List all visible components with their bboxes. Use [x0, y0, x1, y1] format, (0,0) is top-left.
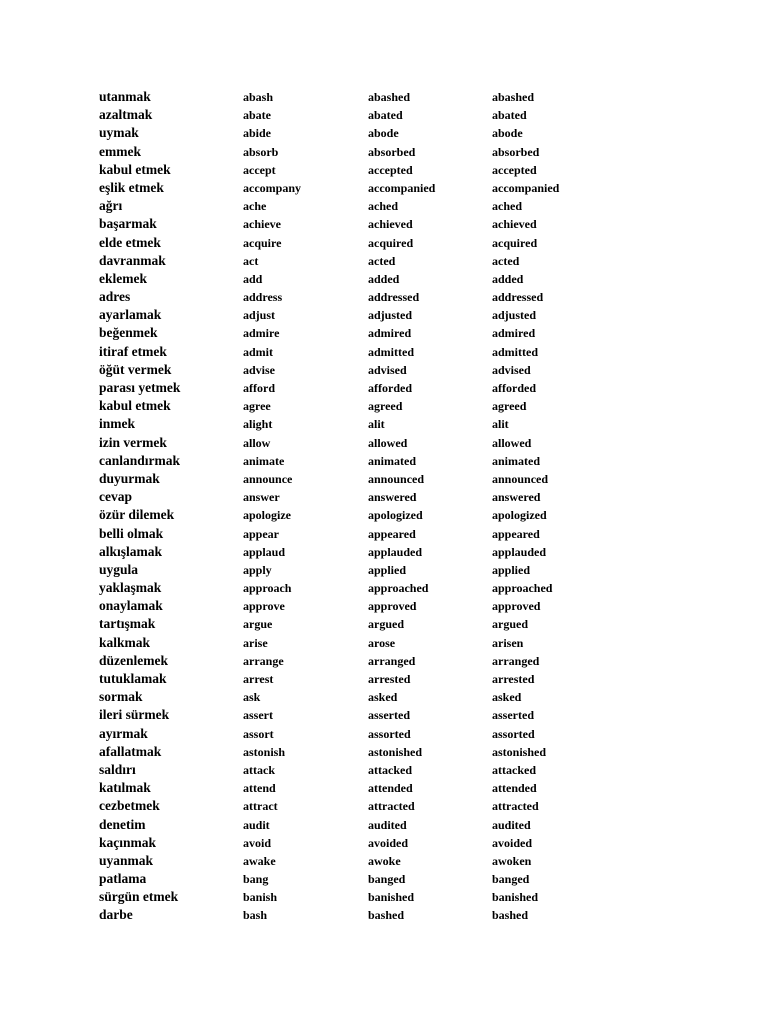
past-participle: approached: [492, 581, 553, 596]
turkish-meaning: adres: [99, 289, 131, 305]
past-participle: admired: [492, 326, 536, 341]
past-participle: applauded: [492, 544, 547, 559]
table-row: [99, 779, 579, 797]
table-row: [99, 434, 579, 452]
table-row: [99, 252, 579, 270]
base-form: abide: [243, 126, 272, 141]
turkish-meaning: uyanmak: [99, 852, 154, 868]
base-form: announce: [243, 471, 293, 486]
base-form: accept: [243, 162, 276, 177]
base-form: ache: [243, 199, 267, 214]
past-simple: accompanied: [368, 180, 436, 195]
past-simple: achieved: [368, 217, 413, 232]
past-simple: applied: [368, 562, 407, 577]
base-form: attack: [243, 762, 275, 777]
table-row: [99, 597, 579, 615]
table-row: [99, 688, 579, 706]
table-row: [99, 179, 579, 197]
past-participle: accepted: [492, 162, 537, 177]
past-participle: avoided: [492, 835, 533, 850]
turkish-meaning: cezbetmek: [99, 798, 160, 814]
past-participle: asserted: [492, 708, 534, 723]
past-simple: asked: [368, 690, 398, 705]
turkish-meaning: uygula: [99, 561, 139, 577]
past-participle: agreed: [492, 399, 527, 414]
table-row: [99, 379, 579, 397]
base-form: abash: [243, 90, 274, 104]
turkish-meaning: afallatmak: [99, 743, 162, 759]
base-form: assert: [243, 708, 273, 723]
base-form: absorb: [243, 144, 279, 159]
past-participle: animated: [492, 453, 540, 468]
base-form: acquire: [243, 235, 282, 250]
past-participle: applied: [492, 562, 531, 577]
table-row: [99, 725, 579, 743]
base-form: answer: [243, 490, 280, 505]
past-participle: adjusted: [492, 308, 537, 323]
past-participle: awoken: [492, 853, 532, 868]
base-form: attend: [243, 781, 276, 796]
turkish-meaning: itiraf etmek: [99, 343, 167, 359]
past-simple: asserted: [368, 708, 410, 723]
past-simple: audited: [368, 817, 407, 832]
table-row: [99, 306, 579, 324]
table-row: [99, 488, 579, 506]
turkish-meaning: sormak: [99, 689, 143, 705]
past-participle: audited: [492, 817, 531, 832]
past-simple: arrested: [368, 672, 411, 686]
past-simple: arose: [368, 635, 396, 650]
past-participle: alit: [492, 417, 509, 432]
past-simple: addressed: [368, 290, 420, 305]
past-simple: accepted: [368, 162, 413, 177]
past-participle: assorted: [492, 726, 535, 741]
turkish-meaning: tutuklamak: [99, 671, 167, 686]
turkish-meaning: duyurmak: [99, 470, 160, 486]
turkish-meaning: özür dilemek: [99, 507, 175, 523]
past-participle: apologized: [492, 508, 547, 523]
turkish-meaning: utanmak: [99, 89, 151, 104]
turkish-meaning: canlandırmak: [99, 452, 181, 468]
past-simple: attracted: [368, 799, 415, 814]
base-form: adjust: [243, 308, 276, 323]
table-row: [99, 797, 579, 815]
past-simple: alit: [368, 417, 385, 432]
base-form: arrest: [243, 672, 274, 686]
table-row: [99, 215, 579, 233]
past-simple: apologized: [368, 508, 423, 523]
table-row: [99, 415, 579, 433]
table-row: [99, 234, 579, 252]
turkish-meaning: cevap: [99, 489, 132, 505]
past-simple: assorted: [368, 726, 411, 741]
base-form: accompany: [243, 180, 301, 195]
turkish-meaning: parası yetmek: [99, 380, 181, 395]
past-simple: astonished: [368, 744, 423, 759]
table-row: [99, 343, 579, 361]
past-simple: answered: [368, 490, 417, 505]
turkish-meaning: elde etmek: [99, 234, 161, 250]
table-row: [99, 106, 579, 124]
past-participle: addressed: [492, 290, 544, 305]
base-form: act: [243, 253, 259, 268]
turkish-meaning: kabul etmek: [99, 398, 171, 414]
base-form: achieve: [243, 217, 281, 232]
past-participle: attacked: [492, 762, 536, 777]
base-form: astonish: [243, 744, 286, 759]
past-simple: awoke: [368, 853, 401, 868]
base-form: assort: [243, 726, 274, 741]
table-row: [99, 88, 579, 106]
base-form: advise: [243, 362, 276, 377]
past-participle: acquired: [492, 235, 538, 250]
past-participle: astonished: [492, 744, 547, 759]
past-participle: abode: [492, 126, 523, 141]
turkish-meaning: darbe: [99, 907, 133, 923]
turkish-meaning: düzenlemek: [99, 652, 168, 668]
past-simple: attacked: [368, 762, 412, 777]
past-simple: advised: [368, 362, 407, 377]
base-form: add: [243, 271, 263, 286]
verb-table: [99, 88, 579, 925]
table-row: [99, 525, 579, 543]
table-row: [99, 270, 579, 288]
turkish-meaning: tartışmak: [99, 616, 156, 632]
base-form: bang: [243, 872, 269, 887]
past-participle: advised: [492, 362, 531, 377]
base-form: argue: [243, 617, 273, 632]
turkish-meaning: saldırı: [99, 761, 136, 777]
table-row: [99, 124, 579, 142]
base-form: admit: [243, 344, 273, 359]
past-participle: abashed: [492, 90, 535, 104]
turkish-meaning: davranmak: [99, 252, 166, 268]
past-simple: attended: [368, 781, 413, 796]
table-row: [99, 506, 579, 524]
turkish-meaning: alkışlamak: [99, 543, 163, 559]
past-participle: argued: [492, 617, 528, 632]
past-simple: agreed: [368, 399, 403, 414]
past-participle: acted: [492, 253, 520, 268]
turkish-meaning: kabul etmek: [99, 161, 171, 177]
turkish-meaning: eklemek: [99, 270, 147, 286]
base-form: animate: [243, 453, 285, 468]
table-row: [99, 161, 579, 179]
past-simple: arranged: [368, 653, 416, 668]
past-participle: appeared: [492, 526, 540, 541]
table-row: [99, 543, 579, 561]
past-simple: argued: [368, 617, 404, 632]
base-form: agree: [243, 399, 271, 414]
past-simple: allowed: [368, 435, 408, 450]
table-row: [99, 670, 579, 688]
turkish-meaning: katılmak: [99, 780, 151, 796]
base-form: audit: [243, 817, 270, 832]
past-participle: bashed: [492, 908, 529, 923]
table-row: [99, 143, 579, 161]
table-row: [99, 452, 579, 470]
base-form: arrange: [243, 653, 284, 668]
past-participle: admitted: [492, 344, 538, 359]
table-row: [99, 888, 579, 906]
past-participle: announced: [492, 471, 549, 486]
past-simple: banished: [368, 890, 415, 905]
past-participle: ached: [492, 199, 522, 214]
turkish-meaning: belli olmak: [99, 525, 164, 541]
table-row: [99, 361, 579, 379]
past-participle: accompanied: [492, 180, 560, 195]
table-row: [99, 834, 579, 852]
table-row: [99, 561, 579, 579]
base-form: abate: [243, 108, 271, 123]
past-simple: acquired: [368, 235, 414, 250]
turkish-meaning: öğüt vermek: [99, 361, 172, 377]
turkish-meaning: inmek: [99, 416, 136, 432]
table-row: [99, 743, 579, 761]
past-simple: acted: [368, 253, 396, 268]
table-row: [99, 761, 579, 779]
base-form: afford: [243, 381, 275, 395]
table-row: [99, 652, 579, 670]
past-simple: banged: [368, 872, 406, 887]
table-row: [99, 615, 579, 633]
past-participle: banished: [492, 890, 539, 905]
base-form: approve: [243, 599, 285, 614]
base-form: avoid: [243, 835, 272, 850]
base-form: attract: [243, 799, 278, 814]
past-simple: bashed: [368, 908, 405, 923]
turkish-meaning: beğenmek: [99, 325, 158, 341]
turkish-meaning: onaylamak: [99, 598, 163, 614]
table-row: [99, 852, 579, 870]
past-simple: avoided: [368, 835, 409, 850]
past-simple: adjusted: [368, 308, 413, 323]
turkish-meaning: eşlik etmek: [99, 179, 164, 195]
past-participle: achieved: [492, 217, 537, 232]
turkish-meaning: yaklaşmak: [99, 580, 162, 596]
past-simple: approved: [368, 599, 417, 614]
past-participle: approved: [492, 599, 541, 614]
past-simple: announced: [368, 471, 425, 486]
past-simple: approached: [368, 581, 429, 596]
past-participle: attracted: [492, 799, 539, 814]
past-simple: ached: [368, 199, 398, 214]
turkish-meaning: sürgün etmek: [99, 889, 179, 905]
past-participle: added: [492, 271, 524, 286]
turkish-meaning: uymak: [99, 125, 139, 141]
base-form: apologize: [243, 508, 291, 523]
base-form: admire: [243, 326, 280, 341]
past-simple: afforded: [368, 381, 412, 395]
past-simple: abated: [368, 108, 403, 123]
past-participle: banged: [492, 872, 530, 887]
past-participle: attended: [492, 781, 537, 796]
turkish-meaning: kalkmak: [99, 634, 151, 650]
turkish-meaning: ağrı: [99, 198, 123, 214]
turkish-meaning: patlama: [99, 871, 147, 887]
turkish-meaning: azaltmak: [99, 107, 153, 123]
base-form: applaud: [243, 544, 286, 559]
table-row: [99, 816, 579, 834]
past-participle: arisen: [492, 635, 524, 650]
past-simple: animated: [368, 453, 416, 468]
base-form: ask: [243, 690, 261, 705]
base-form: awake: [243, 853, 276, 868]
past-participle: abated: [492, 108, 527, 123]
base-form: banish: [243, 890, 278, 905]
table-row: [99, 706, 579, 724]
turkish-meaning: başarmak: [99, 216, 157, 232]
table-row: [99, 324, 579, 342]
turkish-meaning: ileri sürmek: [99, 707, 170, 723]
turkish-meaning: kaçınmak: [99, 834, 157, 850]
past-simple: appeared: [368, 526, 416, 541]
base-form: bash: [243, 908, 268, 923]
table-row: [99, 634, 579, 652]
turkish-meaning: ayarlamak: [99, 307, 162, 323]
turkish-meaning: denetim: [99, 816, 146, 832]
past-simple: admitted: [368, 344, 414, 359]
base-form: arise: [243, 635, 268, 650]
past-participle: arranged: [492, 653, 540, 668]
past-participle: absorbed: [492, 144, 540, 159]
past-simple: applauded: [368, 544, 423, 559]
base-form: allow: [243, 435, 271, 450]
table-row: [99, 397, 579, 415]
past-participle: allowed: [492, 435, 532, 450]
past-simple: abashed: [368, 90, 411, 104]
turkish-meaning: emmek: [99, 143, 141, 159]
turkish-meaning: ayırmak: [99, 725, 148, 741]
table-row: [99, 870, 579, 888]
base-form: alight: [243, 417, 273, 432]
past-simple: added: [368, 271, 400, 286]
past-participle: answered: [492, 490, 541, 505]
table-row: [99, 470, 579, 488]
past-simple: absorbed: [368, 144, 416, 159]
base-form: address: [243, 290, 283, 305]
past-participle: arrested: [492, 672, 535, 686]
past-participle: asked: [492, 690, 522, 705]
table-row: [99, 197, 579, 215]
turkish-meaning: izin vermek: [99, 434, 167, 450]
base-form: approach: [243, 581, 292, 596]
past-participle: afforded: [492, 381, 536, 395]
table-row: [99, 288, 579, 306]
base-form: appear: [243, 526, 279, 541]
past-simple: admired: [368, 326, 412, 341]
table-row: [99, 906, 579, 924]
base-form: apply: [243, 562, 272, 577]
past-simple: abode: [368, 126, 399, 141]
table-row: [99, 579, 579, 597]
